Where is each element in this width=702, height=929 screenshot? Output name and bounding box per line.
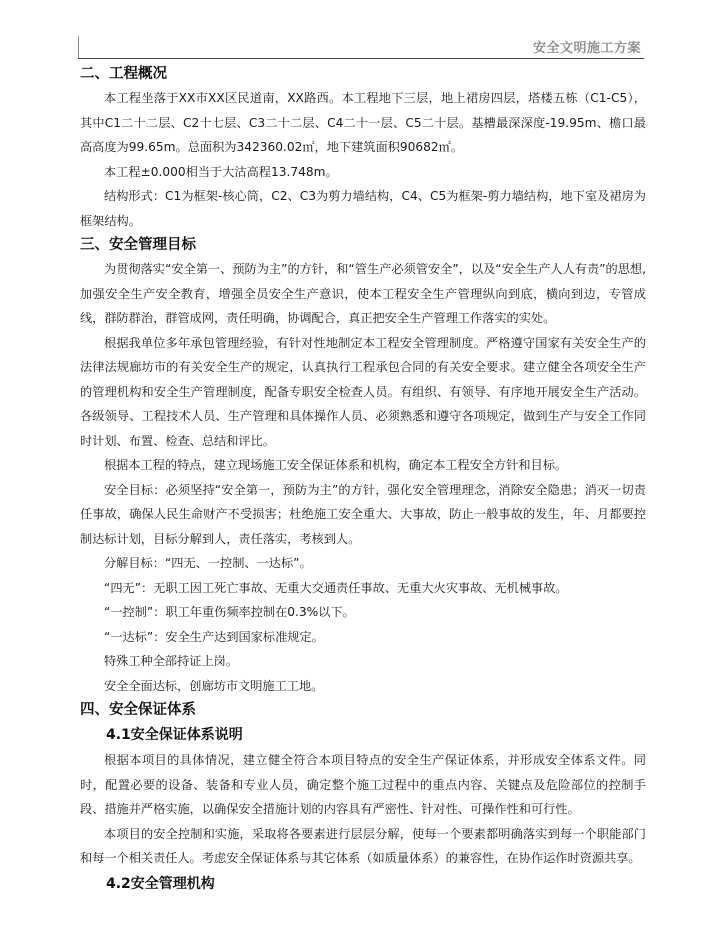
system-paragraph-1: 根据本项目的具体情况，建立健全符合本项目特点的安全生产保证体系，并形成安全体系文件。同时，配置必要的设备、装备和专业人员，确定整个施工过程中的重点内容、关键点及危险部位的控制手段、措施并严格实施，以确保安全措施计划的内容具有严密性、针对性、可操作性和可行性。 — [80, 753, 646, 816]
goals-paragraph-7: “一控制”：职工年重伤频率控制在0.3%以下。 — [104, 605, 355, 619]
document-body — [80, 62, 646, 897]
goals-paragraph-2: 根据我单位多年承包管理经验，有针对性地制定本工程安全管理制度。严格遵守国家有关安全生产的法律法规廊坊市的有关安全生产的规定，认真执行工程承包合同的有关安全要求。建立健全各项安全生产的管理机构和安全生产管理制度，配备专职安全检查人员。有组织、有领导、有序地开展安全生产活动。各级领导、工程技术人员、生产管理和具体操作人员、必须熟悉和遵守各项规定，做到生产与安全工作同时计划、布置、检查、总结和评比。 — [80, 335, 646, 448]
goals-paragraph-3: 根据本工程的特点，建立现场施工安全保证体系和机构，确定本工程安全方针和目标。 — [104, 458, 568, 472]
page-corner-mark — [78, 36, 79, 58]
system-paragraph-2: 本项目的安全控制和实施，采取将各要素进行层层分解，使每一个要素都明确落实到每一个职能部门和每一个相关责任人。考虑安全保证体系与其它体系（如质量体系）的兼容性，在协作运作时资源共享。 — [80, 826, 646, 865]
heading-goals: 三、安全管理目标 — [80, 237, 196, 253]
goals-paragraph-1: 为贯彻落实“安全第一、预防为主”的方针，和“管生产必须管安全”，以及“安全生产人人有责”的思想,加强安全生产安全教育，增强全员安全生产意识，使本工程安全生产管理纵向到底，横向到边，专管成线，群防群治，群管成网，责任明确，协调配合，真正把安全生产管理工作落实的实处。 — [80, 262, 646, 325]
overview-paragraph-1: 本工程坐落于XX市XX区民道南，XX路西。本工程地下三层，地上裙房四层，塔楼五栋（C1-C5），其中C1二十二层、C2十七层、C3二十二层、C4二十一层、C5二十层。基槽最深深度-19.95m、檐口最高高度为99.65m。总面积为342360.02㎡，地下建筑面积90682㎡。 — [80, 91, 646, 154]
overview-paragraph-2: 本工程±0.000相当于大沽高程13.748m。 — [104, 164, 338, 179]
header-rule — [78, 58, 644, 59]
goals-paragraph-8: “一达标”：安全生产达到国家标准规定。 — [104, 629, 324, 644]
overview-paragraph-3: 结构形式：C1为框架-核心筒，C2、C3为剪力墙结构，C4、C5为框架-剪力墙结构，地下室及裙房为框架结构。 — [80, 189, 646, 228]
goals-paragraph-10: 安全全面达标，创廊坊市文明施工工地。 — [104, 678, 324, 693]
goals-paragraph-9: 特殊工种全部持证上岗。 — [104, 654, 239, 668]
goals-paragraph-6: “四无”：无职工因工死亡事故、无重大交通责任事故、无重大火灾事故、无机械事故。 — [104, 580, 568, 595]
subheading-system-description: 4.1安全保证体系说明 — [106, 727, 243, 743]
goals-paragraph-5: 分解目标：“四无、一控制、一达标”。 — [104, 556, 312, 570]
subheading-management-organization: 4.2安全管理机构 — [106, 875, 215, 892]
header-title: 安全文明施工方案 — [532, 41, 641, 56]
heading-system: 四、安全保证体系 — [80, 702, 196, 718]
heading-overview: 二、工程概况 — [80, 66, 167, 82]
goals-paragraph-4: 安全目标：必须坚持“安全第一，预防为主”的方针，强化安全管理理念，消除安全隐患；消灭一切责任事故，确保人民生命财产不受损害；杜绝施工安全重大、大事故，防止一般事故的发生，年、月都要控制达标计划，目标分解到人，责任落实，考核到人。 — [80, 482, 646, 546]
